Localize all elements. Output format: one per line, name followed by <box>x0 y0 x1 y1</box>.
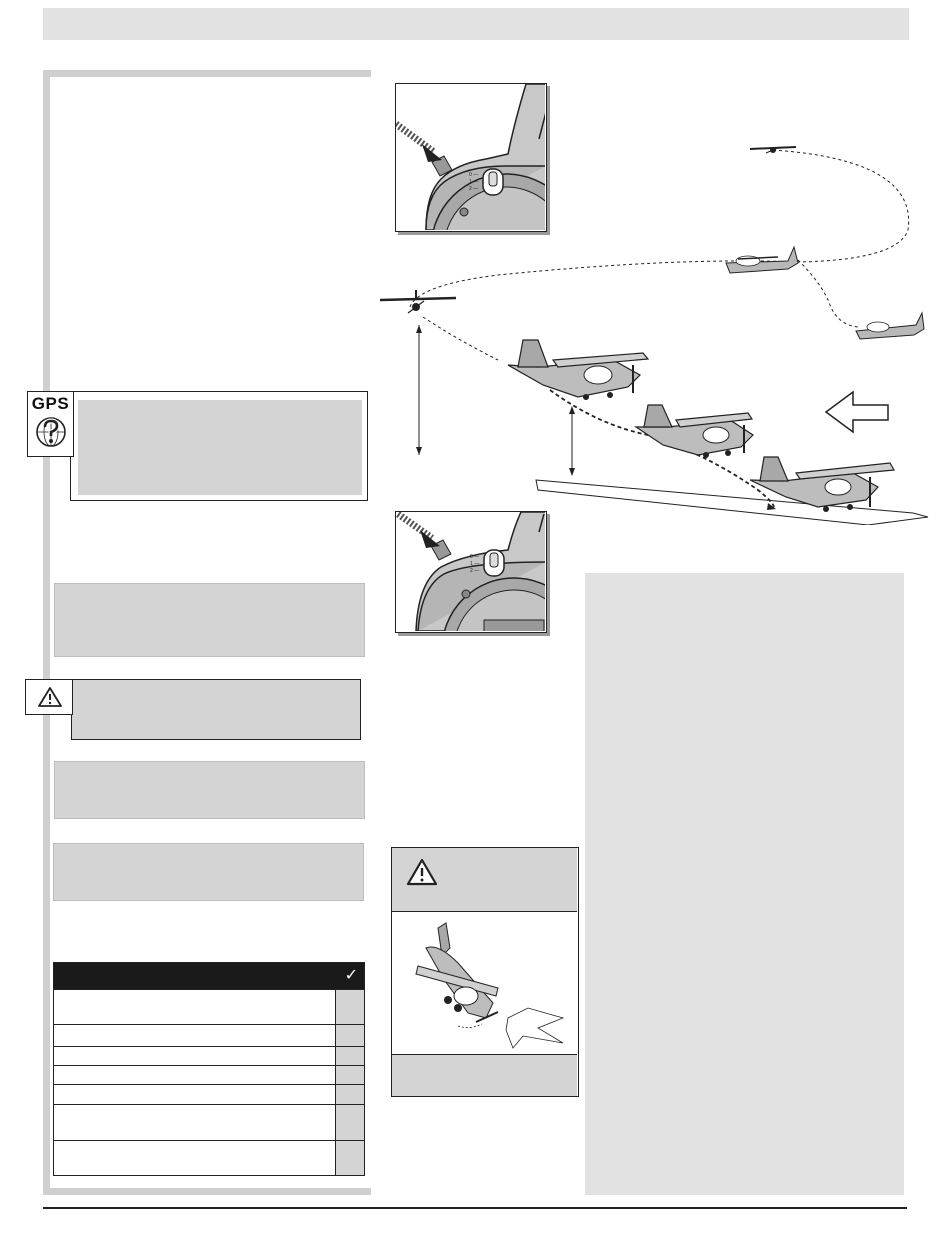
checklist-row <box>54 1024 364 1046</box>
note-box-3 <box>53 843 364 901</box>
checklist-checkbox[interactable] <box>335 1141 364 1175</box>
left-column-frame-bottom <box>43 1188 371 1195</box>
gps-badge <box>27 391 74 457</box>
checklist-row <box>54 989 364 1024</box>
airplane-head-on <box>380 290 456 313</box>
gps-callout-body <box>78 400 362 495</box>
gps-label: GPS <box>31 394 70 413</box>
checklist-checkbox[interactable] <box>335 1025 364 1046</box>
page-footer-rule <box>43 1207 907 1209</box>
caution-footer <box>392 1054 577 1096</box>
svg-text:1 —: 1 — <box>470 561 480 567</box>
checklist-checkbox[interactable] <box>335 1085 364 1104</box>
warning-triangle-icon <box>37 686 63 708</box>
svg-text:0 —: 0 — <box>469 172 479 178</box>
svg-text:2 —: 2 — <box>469 186 479 192</box>
checklist-check-icon: ✓ <box>344 967 358 984</box>
airplane-far <box>750 147 796 153</box>
checklist-table <box>53 962 365 1176</box>
airplane-large-1 <box>508 340 648 400</box>
checklist-checkbox[interactable] <box>335 1047 364 1065</box>
checklist-checkbox[interactable] <box>335 1066 364 1084</box>
caution-header <box>392 848 577 912</box>
checklist-row <box>54 1046 364 1065</box>
left-column-frame-top <box>43 70 371 77</box>
checklist-row <box>54 1140 364 1175</box>
svg-text:0 —: 0 — <box>470 554 480 560</box>
checklist-header <box>54 963 364 989</box>
right-info-panel <box>585 573 904 1195</box>
svg-text:1 —: 1 — <box>469 179 479 185</box>
checklist-checkbox[interactable] <box>335 1105 364 1140</box>
nose-over-crash-illustration <box>398 918 574 1053</box>
airplane-small-1 <box>726 247 798 273</box>
svg-text:2 —: 2 — <box>470 568 480 574</box>
note-box-2 <box>54 761 365 819</box>
note-box-1 <box>54 583 365 657</box>
globe-question-icon <box>35 414 67 450</box>
caution-callout <box>391 847 579 1097</box>
warning-triangle-icon <box>406 858 438 886</box>
checklist-checkbox[interactable] <box>335 990 364 1024</box>
landing-approach-illustration <box>378 135 933 525</box>
warning-badge <box>25 679 73 715</box>
airplane-large-2 <box>636 405 753 458</box>
checklist-row <box>54 1084 364 1104</box>
warning-callout <box>71 679 361 740</box>
airplane-small-2 <box>856 313 924 339</box>
checklist-row <box>54 1104 364 1140</box>
left-column-frame-side <box>43 70 50 1195</box>
checklist-row <box>54 1065 364 1084</box>
page-header-bar <box>43 8 909 40</box>
transmitter-switch-illustration-bottom <box>395 511 547 633</box>
wind-arrow-icon <box>826 392 888 432</box>
